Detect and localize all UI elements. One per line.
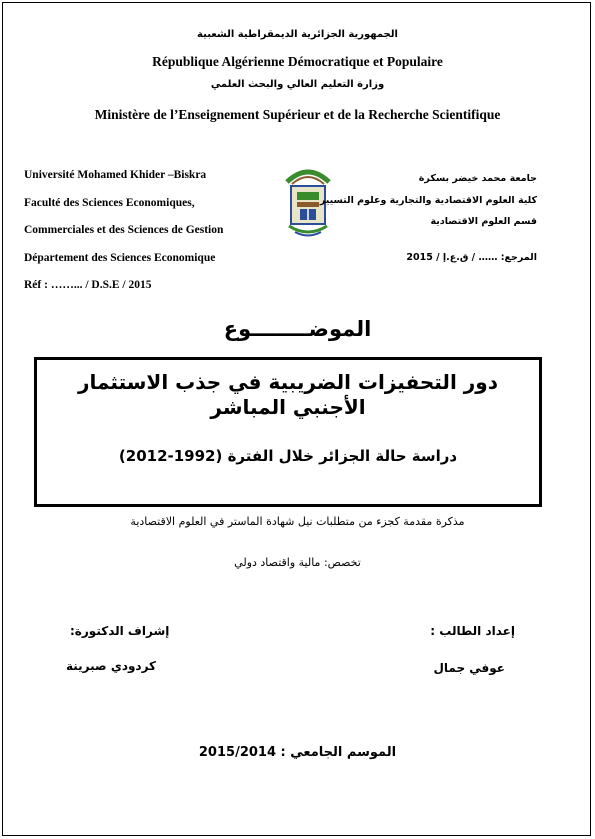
faculty-name-fr-line1: Faculté des Sciences Economiques, — [24, 196, 195, 209]
institution-block-ar — [297, 172, 537, 272]
supervisor-name: كردودي صبرينة — [66, 659, 157, 673]
institution-block-fr — [24, 168, 284, 306]
faculty-name-ar: كلية العلوم الاقتصادية والتجارية وعلوم التسيير — [319, 194, 537, 206]
university-name-ar: جامعة محمد خيضر بسكرة — [418, 173, 537, 184]
country-name-ar: الجمهورية الجزائرية الديمقراطية الشعبية — [197, 29, 398, 40]
academic-season: الموسم الجامعي : 2015/2014 — [198, 745, 397, 760]
thesis-subtitle: دراسة حالة الجزائر خلال الفترة (1992-2012) — [118, 447, 458, 465]
memo-statement: مذكرة مقدمة كجزء من متطلبات نيل شهادة الماستر في العلوم الاقتصادية — [130, 515, 465, 528]
department-name-ar: قسم العلوم الاقتصادية — [430, 216, 537, 227]
thesis-title-box — [34, 357, 542, 507]
university-name-fr: Université Mohamed Khider –Biskra — [24, 169, 207, 181]
student-name: عوفي جمال — [433, 661, 505, 675]
student-label: إعداد الطالب : — [430, 624, 515, 638]
faculty-name-fr-line2: Commerciales et des Sciences de Gestion — [24, 224, 224, 236]
reference-ar: المرجع: …… / ق.ع.إ / 2015 — [406, 251, 537, 263]
supervisor-label: إشراف الدكتورة: — [70, 624, 170, 638]
subject-label: الموضــــــــوع — [223, 317, 372, 341]
department-name-fr: Département des Sciences Economique — [24, 251, 216, 264]
thesis-title: دور التحفيزات الضريبية في جذب الاستثمار الأجنبي المباشر — [78, 370, 498, 419]
ministry-name-fr: Ministère de l’Enseignement Supérieur et de la Recherche Scientifique — [94, 107, 501, 122]
reference-fr: Réf : ……... / D.S.E / 2015 — [24, 279, 152, 291]
country-name-fr: République Algérienne Démocratique et Populaire — [152, 54, 443, 69]
specialty: تخصص: مالية واقتصاد دولي — [234, 556, 361, 569]
ministry-name-ar: وزارة التعليم العالي والبحث العلمي — [210, 79, 385, 90]
